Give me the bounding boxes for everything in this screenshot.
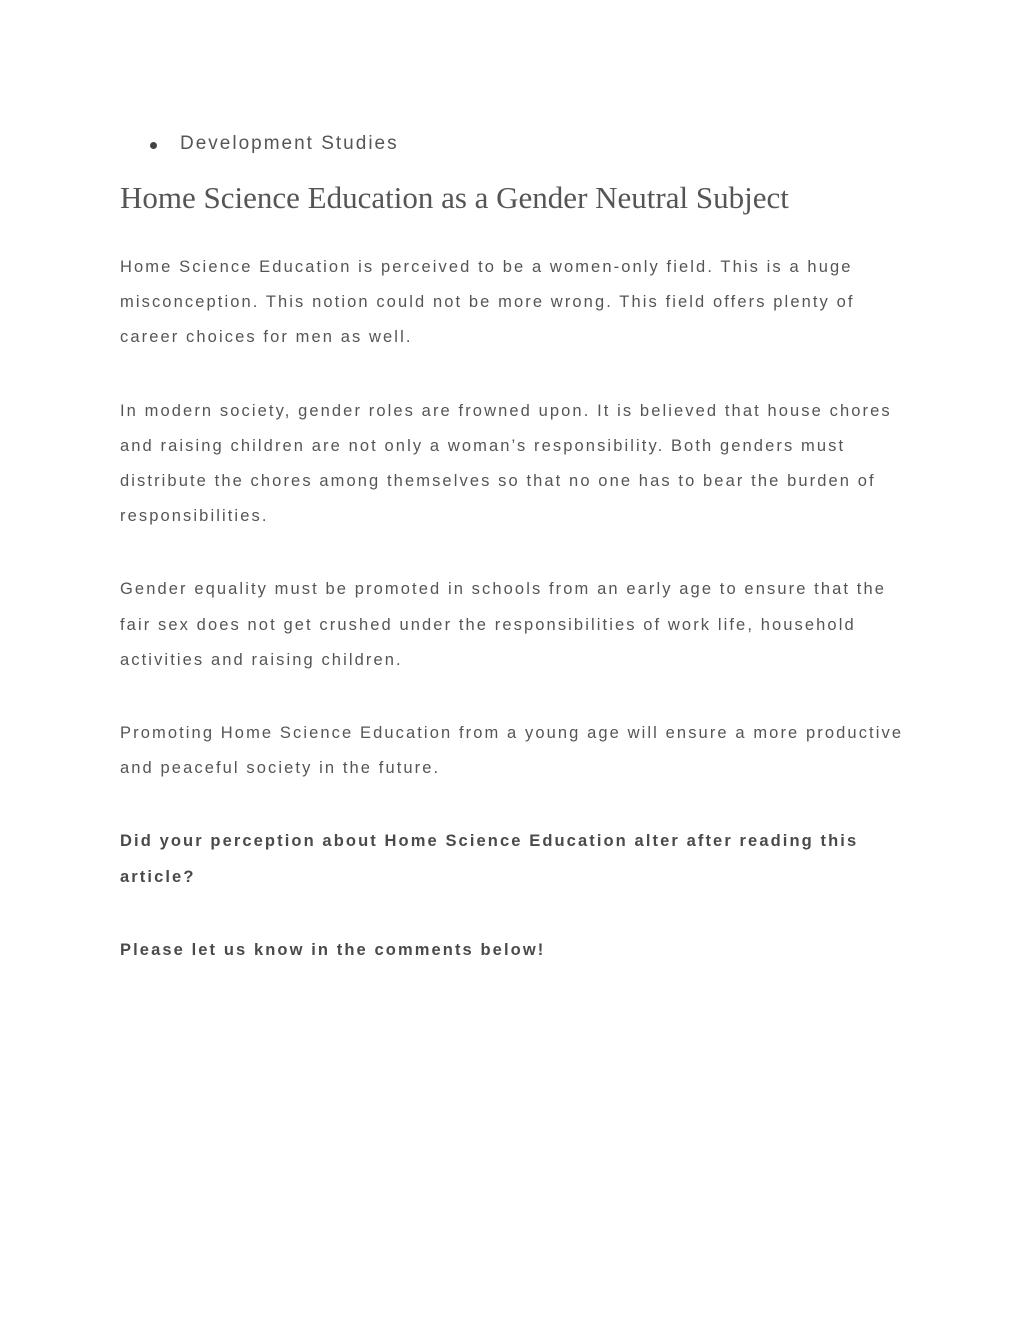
category-list [150, 131, 399, 157]
call-to-action: Please let us know in the comments below! [120, 940, 546, 959]
paragraph-intro: Home Science Education is perceived to be a women-only field. This is a huge misconception. This notion could not be more wrong. This field offers plenty of career choices for men as well. [120, 258, 855, 347]
paragraph-gender-roles: In modern society, gender roles are frowned upon. It is believed that house chores and raising children are not only a woman’s responsibility. Both genders must distribute the chores among themselves so that no one has to bear the burden of responsibilities. [120, 401, 892, 526]
category-label: Development Studies [180, 133, 399, 154]
article-title: Home Science Education as a Gender Neutral Subject [120, 180, 789, 215]
category-item[interactable] [150, 131, 399, 157]
paragraph-promotion: Promoting Home Science Education from a young age will ensure a more productive and peaceful society in the future. [120, 724, 904, 778]
paragraph-gender-equality: Gender equality must be promoted in schools from an early age to ensure that the fair sex does not get crushed under the responsibilities of work life, household activities and raising children. [120, 580, 887, 669]
article-body [120, 250, 910, 1006]
closing-question: Did your perception about Home Science Education alter after reading this article? [120, 832, 859, 886]
bullet-icon [150, 142, 157, 149]
